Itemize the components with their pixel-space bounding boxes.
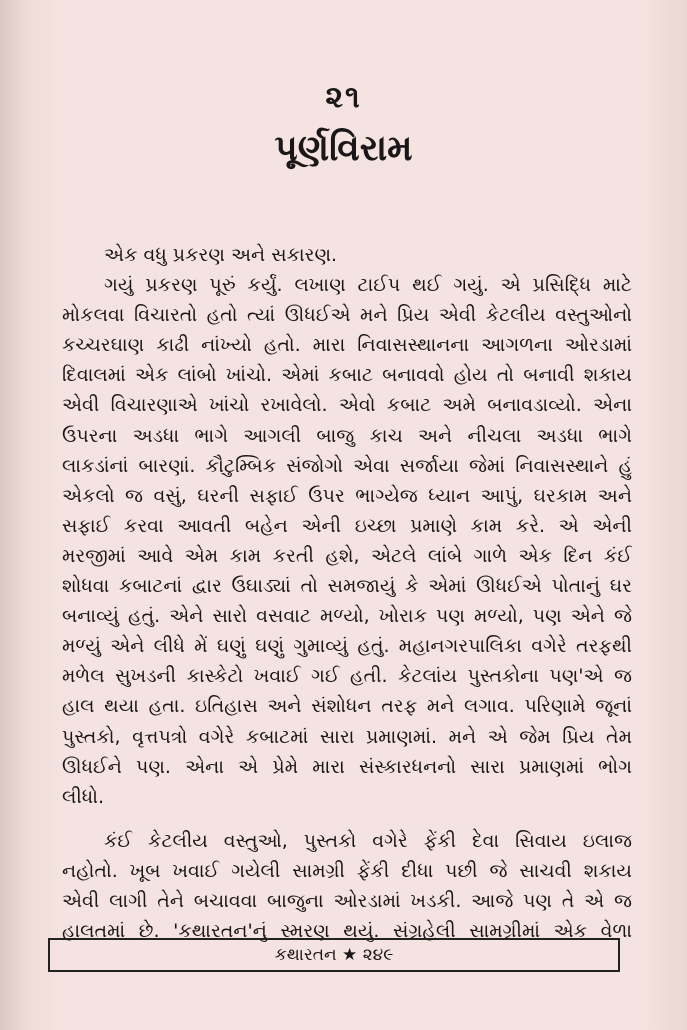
text-line: ગયું પ્રકરણ પૂરું કર્યું. લખાણ ટાઈપ થઈ ગયું. એ પ્રસિદ્ધિ માટે [104,274,632,297]
chapter-title: પૂર્ણવિરામ [274,128,413,169]
paragraph-1 [62,240,632,270]
text-line: મળેલ સુખડની કાસ્કેટો ખવાઈ ગઈ હતી. કેટલાંય પુસ્તકોના પણ'એ જ [62,665,632,688]
text-line: નહોતો. ખૂબ ખવાઈ ગયેલી સામગ્રી ફેંકી દીધા પછી જે સાચવી શકાય [62,859,632,882]
text-line: હાલ થયા હતા. ઇતિહાસ અને સંશોધન તરફ મને લગાવ. પરિણામે જૂનાં [62,695,632,718]
text-line: કચ્ચરઘાણ કાઢી નાંખ્યો હતો. મારા નિવાસસ્થાનના આગળના ઓરડામાં [62,334,632,357]
text-line: મળ્યું એને લીધે મેં ઘણું ઘણું ગુમાવ્યું હતું. મહાનગરપાલિકા વગેરે તરફથી [62,635,632,658]
text-line: દિવાલમાં એક લાંબો ખાંચો. એમાં કબાટ બનાવવો હોય તો બનાવી શકાય [62,364,632,387]
text-line: બનાવ્યું હતું. એને સારો વસવાટ મળ્યો, ખોરાક પણ મળ્યો, પણ એને જે [62,605,632,628]
footer-book-title: કથારતન [274,945,337,965]
body-text [62,240,632,946]
text-line: લીધો. [62,785,104,808]
text-line: એવી વિચારણાએ ખાંચો રખાવેલો. એવો કબાટ અમે બનાવડાવ્યો. એના [62,394,632,417]
text-line: એકલો જ વસું, ઘરની સફાઈ ઉપર ભાગ્યેજ ધ્યાન આપું, ઘરકામ અને [62,484,632,507]
text-line: કંઈ કેટલીય વસ્તુઓ, પુસ્તકો વગેરે ફેંકી દેવા સિવાય ઇલાજ [104,829,632,852]
text-line: સફાઈ કરવા આવતી બહેન એની ઇચ્છા પ્રમાણે કામ કરે. એ એની [62,514,632,537]
paragraph-2 [62,270,632,812]
text-line: હાલતમાં છે. 'કથારતન'નું સ્મરણ થયું. સંગ્રહેલી સામગ્રીમાં એક વેળા [62,920,632,943]
text-line: એવી લાગી તેને બચાવવા બાજુના ઓરડામાં ખડકી. આજે પણ તે એ જ [62,889,632,912]
paragraph-gap [62,812,632,826]
paragraph-3 [62,826,632,946]
text-line: મોકલવા વિચારતો હતો ત્યાં ઊધઈએ મને પ્રિય એવી કેટલીય વસ્તુઓનો [62,304,632,327]
page-footer [48,938,620,972]
text-line: ઊધઈને પણ. એના એ પ્રેમે મારા સંસ્કારધનનો સારા પ્રમાણમાં ભોગ [62,755,632,778]
chapter-number: ૨૧ [325,80,362,115]
text-line: મરજીમાં આવે એમ કામ કરતી હશે, એટલે લાંબે ગાળે એક દિન કંઈ [62,544,632,567]
text-line: એક વધુ પ્રકરણ અને સકારણ. [104,244,338,266]
page-number: ૨૪૯ [362,945,394,965]
text-line: લાકડાંનાં બારણાં. કૌટુમ્બિક સંજોગો એવા સર્જાયા જેમાં નિવાસસ્થાને હું [62,454,632,477]
text-line: શોધવા કબાટનાં દ્વાર ઉઘાડ્યાં તો સમજાયું કે એમાં ઊધઈએ પોતાનું ઘર [62,575,632,598]
star-icon: ★ [342,945,358,965]
text-line: પુસ્તકો, વૃત્તપત્રો વગેરે કબાટમાં સારા પ્રમાણમાં. મને એ જેમ પ્રિય તેમ [62,725,632,748]
text-line: ઉપરના અડધા ભાગે આગલી બાજુ કાચ અને નીચલા અડધા ભાગે [62,424,632,447]
